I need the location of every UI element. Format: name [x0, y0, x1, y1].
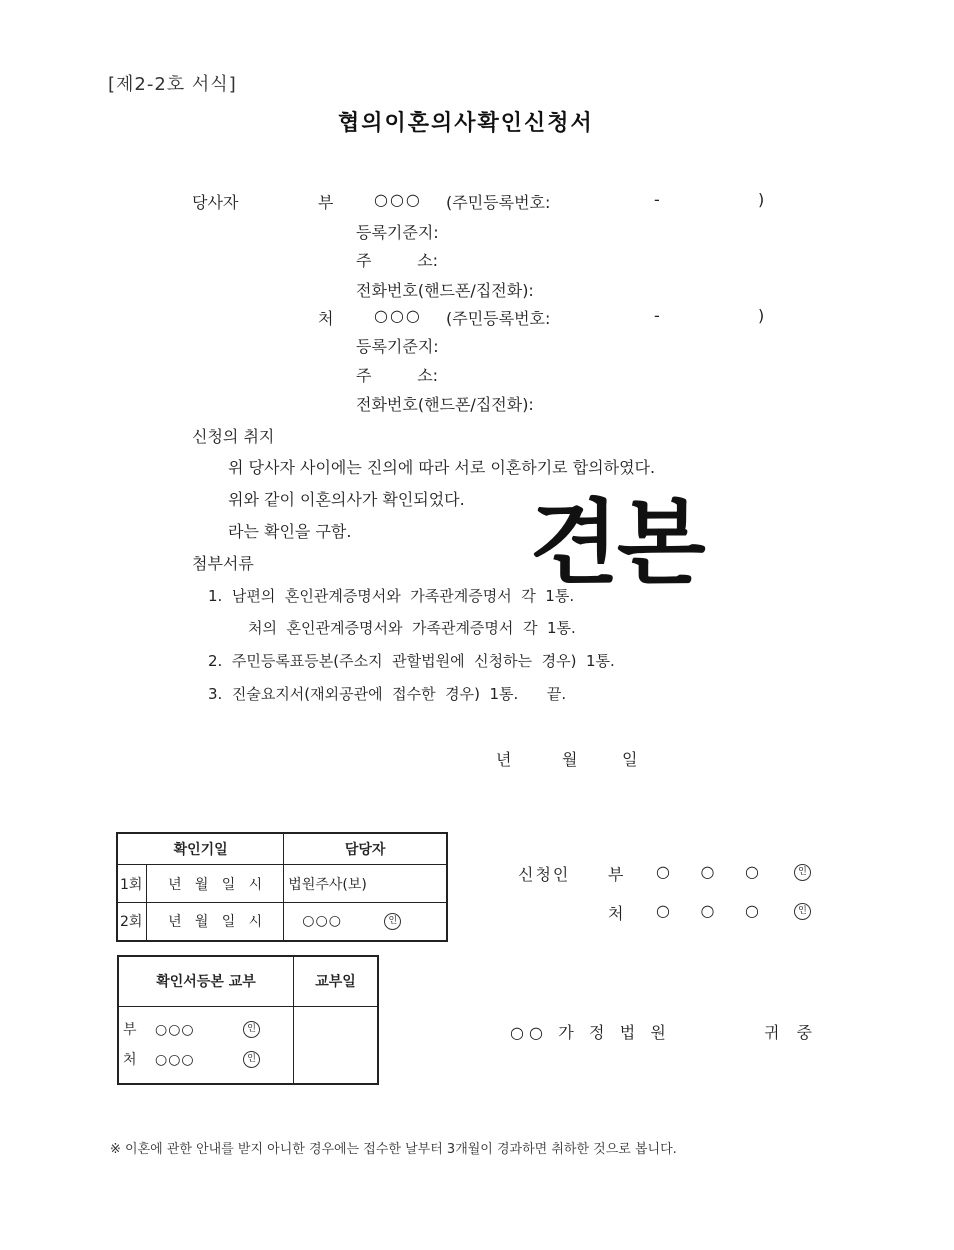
wife-role: 처 — [318, 309, 334, 328]
wife-phone-label: 전화번호(핸드폰/집전화): — [356, 395, 534, 414]
officer-name: ○○○ — [302, 913, 342, 930]
husband-phone-label: 전화번호(핸드폰/집전화): — [356, 281, 534, 300]
wife-address-label: 주 소: — [356, 366, 439, 385]
list-item — [123, 1045, 289, 1075]
wife-registry-label: 등록기준지: — [356, 337, 439, 356]
husband-id-close: ) — [758, 190, 765, 209]
parties-label: 당사자 — [192, 193, 239, 212]
attachments-heading: 첨부서류 — [192, 554, 254, 573]
officer-header: 담당자 — [284, 833, 447, 865]
date-month: 월 — [562, 750, 578, 769]
officer-cell — [284, 903, 447, 941]
husband-address-label: 주 소: — [356, 251, 439, 270]
wife-id-close: ) — [758, 306, 765, 325]
seal-mark-icon: 인 — [794, 864, 811, 881]
sample-watermark: 견본 — [530, 490, 704, 597]
recipient-role: 처 — [123, 1051, 137, 1068]
delivery-date-cell — [294, 1006, 379, 1084]
purpose-heading: 신청의 취지 — [192, 427, 275, 446]
attachment-item: 1. 남편의 혼인관계증명서와 가족관계증명서 각 1통. — [208, 587, 575, 605]
confirm-date-table — [116, 832, 448, 942]
list-item — [123, 1015, 289, 1045]
page-title: 협의이혼의사확인신청서 — [338, 110, 594, 136]
round-cell: 1회 — [117, 865, 147, 903]
applicant-husband-role: 부 — [608, 865, 624, 884]
date-cell: 년 월 일 시 — [147, 865, 284, 903]
delivery-date-header: 교부일 — [294, 956, 379, 1006]
round-cell: 2회 — [117, 903, 147, 941]
recipient-name: ○○○ — [154, 1051, 195, 1068]
officer-cell: 법원주사(보) — [284, 865, 447, 903]
form-number: [제2-2호 서식] — [108, 74, 237, 95]
seal-mark-icon: 인 — [384, 913, 401, 930]
delivery-copy-header: 확인서등본 교부 — [118, 956, 294, 1006]
footnote: ※ 이혼에 관한 안내를 받지 아니한 경우에는 접수한 날부터 3개월이 경과하면 취하한 것으로 봅니다. — [110, 1142, 677, 1157]
applicant-wife-role: 처 — [608, 904, 624, 923]
wife-id-dash: - — [654, 306, 660, 325]
date-cell: 년 월 일 시 — [147, 903, 284, 941]
court-name: ○ ○ 가 정 법 원 — [510, 1023, 666, 1042]
purpose-line: 위와 같이 이혼의사가 확인되었다. — [228, 490, 465, 509]
attachment-item: 2. 주민등록표등본(주소지 관할법원에 신청하는 경우) 1통. — [208, 652, 615, 670]
applicant-label: 신청인 — [518, 865, 571, 884]
applicant-wife-name: ○ ○ ○ — [656, 901, 759, 920]
recipient-name: ○○○ — [154, 1021, 195, 1038]
seal-mark-icon: 인 — [243, 1021, 260, 1038]
husband-role: 부 — [318, 193, 334, 212]
husband-registry-label: 등록기준지: — [356, 223, 439, 242]
date-year: 년 — [496, 750, 512, 769]
confirm-date-header: 확인기일 — [117, 833, 284, 865]
recipient-role: 부 — [123, 1021, 137, 1038]
husband-id-dash: - — [654, 190, 660, 209]
seal-mark-icon: 인 — [243, 1051, 260, 1068]
wife-name: ○○○ — [374, 306, 422, 325]
court-suffix: 귀 중 — [764, 1023, 818, 1042]
applicant-husband-name: ○ ○ ○ — [656, 862, 759, 881]
table-row — [117, 865, 447, 903]
purpose-line: 위 당사자 사이에는 진의에 따라 서로 이혼하기로 합의하였다. — [228, 458, 656, 477]
delivery-table — [117, 955, 379, 1085]
date-day: 일 — [622, 750, 638, 769]
table-row — [117, 903, 447, 941]
seal-mark-icon: 인 — [794, 903, 811, 920]
husband-id-label: (주민등록번호: — [446, 193, 551, 212]
wife-id-label: (주민등록번호: — [446, 309, 551, 328]
delivery-recipients — [118, 1006, 294, 1084]
purpose-line: 라는 확인을 구함. — [228, 522, 352, 541]
attachment-item: 3. 진술요지서(재외공관에 접수한 경우) 1통. 끝. — [208, 685, 567, 703]
attachment-item: 처의 혼인관계증명서와 가족관계증명서 각 1통. — [248, 619, 576, 637]
husband-name: ○○○ — [374, 190, 422, 209]
